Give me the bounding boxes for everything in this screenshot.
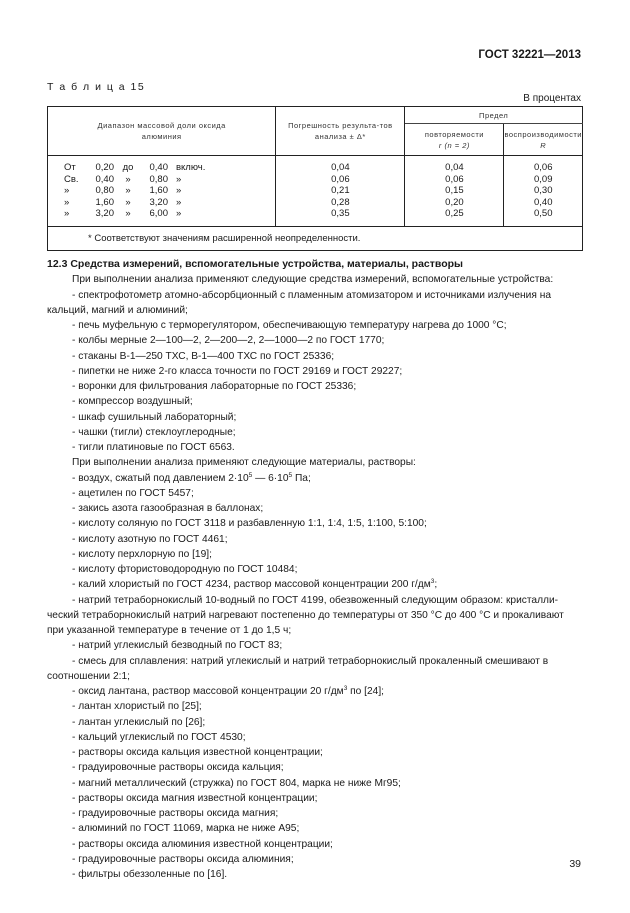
col-limit-header: Предел: [405, 107, 583, 124]
range-part: »: [176, 208, 182, 220]
range-part: »: [64, 196, 70, 208]
repeat-value: 0,04: [445, 162, 464, 173]
text-line: - оксид лантана, раствор массовой концентрации 20 $г/дм^3$ по [24];: [72, 685, 384, 697]
text-line: - калий хлористый по ГОСТ 4234, раствор массовой концентрации 200 $г/дм^3$;: [72, 578, 438, 591]
table-units: В процентах: [523, 93, 581, 104]
text-line: - пипетки не ниже 2-го класса точности по ГОСТ 29169 и ГОСТ 29227;: [72, 365, 403, 377]
text-line: - градуировочные растворы оксида алюминия;: [72, 853, 294, 865]
text-line: - компрессор воздушный;: [72, 396, 193, 408]
repeat-value: 0,20: [445, 196, 464, 208]
col-repeat-header: повторяемости r (n = 2): [405, 124, 504, 156]
range-part: 0,80: [95, 185, 114, 197]
col-repro-header: воспроизводимости R: [504, 124, 583, 156]
text-line: - чашки (тигли) стеклоуглеродные;: [72, 426, 236, 438]
table-footnote: * Соответствуют значениям расширенной неопределенности.: [48, 226, 583, 250]
text-line: - натрий тетраборнокислый 10-водный по ГОСТ 4199, обезвоженный следующим образом: кристалли-: [72, 594, 559, 606]
page-number: 39: [569, 858, 581, 870]
text-line: - алюминий по ГОСТ 11069, марка не ниже А95;: [72, 823, 300, 835]
text-line: - стаканы В-1—250 ТХС, В-1—400 ТХС по ГОСТ 25336;: [72, 350, 335, 362]
range-row: [64, 174, 275, 186]
table-caption: Т а б л и ц а 15: [47, 81, 146, 93]
text-line: - тигли платиновые по ГОСТ 6563.: [72, 442, 235, 453]
repro-column: [504, 156, 583, 227]
text-line: ческий тетраборнокислый натрий нагревают постепенно до температуры от 350 °С до 400 °С и прокаливают: [47, 609, 564, 621]
error-value: 0,06: [331, 173, 350, 185]
text-line: - шкаф сушильный лабораторный;: [72, 411, 237, 423]
text-line: - ацетилен по ГОСТ 5457;: [72, 487, 194, 499]
range-part: »: [125, 196, 131, 208]
text-line: - воронки для фильтрования лабораторные по ГОСТ 25336;: [72, 381, 357, 392]
text-line: - закись азота газообразная в баллонах;: [72, 503, 264, 514]
range-part: 0,80: [149, 173, 168, 185]
col-error-header: Погрешность результа-тов анализа ± Δ*: [276, 107, 405, 156]
text-line: - градуировочные растворы оксида магния;: [72, 808, 279, 819]
text-line: - кислоту перхлорную по [19];: [72, 548, 212, 560]
standard-header: ГОСТ 32221—2013: [478, 49, 581, 61]
text-line: - смесь для сплавления: натрий углекислый и натрий тетраборнокислый прокаленный смешивают в: [72, 655, 549, 667]
range-part: 0,40: [95, 173, 114, 185]
text-line: - колбы мерные 2—100—2, 2—200—2, 2—1000—2 по ГОСТ 1770;: [72, 335, 385, 347]
text-line: при указанной температуре в течение от 1 до 1,5 ч;: [47, 625, 292, 636]
error-value: 0,04: [331, 162, 350, 173]
repro-value: 0,09: [533, 173, 553, 185]
error-value: 0,35: [331, 208, 350, 220]
range-part: 0,20: [95, 162, 114, 173]
range-part: От: [64, 162, 76, 173]
repeat-value: 0,15: [445, 185, 464, 197]
text-line: - кислоту фтористоводородную по ГОСТ 10484;: [72, 564, 298, 575]
range-part: 3,20: [149, 196, 168, 208]
text-line: кальций, магний и алюминий;: [47, 304, 188, 316]
precision-table: [47, 106, 583, 251]
range-part: 1,60: [149, 185, 168, 197]
text-line: - градуировочные растворы оксида кальция;: [72, 762, 284, 774]
range-part: »: [125, 208, 131, 220]
section-title: 12.3 Средства измерений, вспомогательные устройства, материалы, растворы: [47, 258, 464, 270]
repro-value: 0,40: [533, 196, 553, 208]
range-part: »: [176, 173, 182, 185]
range-part: 0,40: [149, 162, 168, 173]
range-part: »: [64, 208, 70, 220]
text-line: - растворы оксида алюминия известной концентрации;: [72, 838, 333, 850]
repro-value: 0,50: [533, 208, 553, 220]
range-row: [64, 162, 275, 174]
text-line: - воздух, сжатый под давлением $2\cdot 10^5$ — $6\cdot 10^5$ Па;: [72, 471, 311, 484]
error-column: [276, 156, 405, 227]
repro-value: 0,06: [533, 162, 553, 173]
text-line: - лантан углекислый по [26];: [72, 716, 206, 728]
repeat-value: 0,25: [445, 208, 464, 220]
range-part: включ.: [176, 162, 206, 173]
range-row: [64, 185, 275, 197]
text-line: - растворы оксида магния известной концентрации;: [72, 792, 318, 804]
range-part: »: [125, 185, 131, 197]
text-line: - лантан хлористый по [25];: [72, 701, 202, 713]
section-body: [47, 257, 584, 882]
range-part: до: [122, 162, 134, 173]
text-line: При выполнении анализа применяют следующие материалы, растворы:: [72, 457, 416, 469]
range-column: [48, 156, 276, 227]
repeat-value: 0,06: [445, 173, 464, 185]
text-line: - магний металлический (стружка) по ГОСТ 804, марка не ниже Мг95;: [72, 777, 401, 789]
range-part: 6,00: [149, 208, 168, 220]
range-part: 3,20: [95, 208, 114, 220]
text-line: - спектрофотометр атомно-абсорбционный с пламенным атомизатором и источниками излучения на: [72, 289, 551, 301]
text-line: - фильтры обеззоленные по [16].: [72, 869, 228, 880]
range-part: »: [176, 196, 182, 208]
range-part: »: [176, 185, 182, 197]
range-row: [64, 197, 275, 209]
range-row: [64, 208, 275, 220]
repeat-column: [405, 156, 504, 227]
range-part: »: [125, 173, 131, 185]
text-line: - кислоту азотную по ГОСТ 4461;: [72, 533, 228, 545]
range-part: »: [64, 185, 70, 197]
range-part: 1,60: [95, 196, 114, 208]
text-line: - кальций углекислый по ГОСТ 4530;: [72, 731, 246, 743]
text-line: - натрий углекислый безводный по ГОСТ 83;: [72, 640, 283, 652]
text-line: соотношении 2:1;: [47, 670, 130, 682]
col-range-header: Диапазон массовой доли оксида алюминия: [48, 107, 276, 156]
repro-value: 0,30: [533, 185, 553, 197]
error-value: 0,21: [331, 185, 350, 197]
text-line: При выполнении анализа применяют следующие средства измерений, вспомогательные устройства:: [72, 274, 554, 286]
error-value: 0,28: [331, 196, 350, 208]
text-line: - кислоту соляную по ГОСТ 3118 и разбавленную 1:1, 1:4, 1:5, 1:100, 5:100;: [72, 518, 427, 530]
text-line: - растворы оксида кальция известной концентрации;: [72, 747, 323, 758]
text-line: - печь муфельную с терморегулятором, обеспечивающую температуру нагрева до 1000 °С;: [72, 320, 507, 331]
range-part: Св.: [64, 173, 79, 185]
